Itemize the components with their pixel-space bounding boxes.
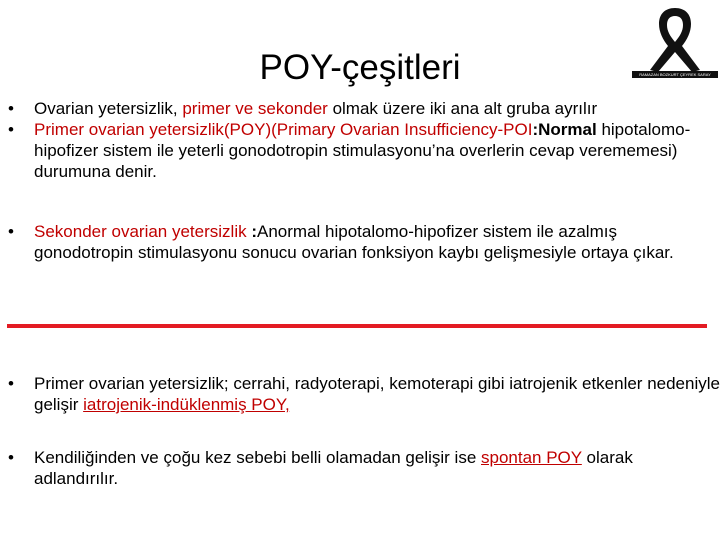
highlight-text: primer ve sekonder xyxy=(182,99,328,118)
bullet-list-3 xyxy=(8,373,720,415)
awareness-ribbon-icon xyxy=(632,2,718,80)
page-title: POY-çeşitleri xyxy=(259,48,461,87)
bold-text: :Normal xyxy=(532,120,597,139)
bullet-item xyxy=(8,447,720,489)
bullet-list-4 xyxy=(8,447,720,489)
divider-line xyxy=(7,324,707,328)
bullet-item xyxy=(8,373,720,415)
bullet-list-2 xyxy=(8,221,720,263)
highlight-text: Sekonder ovarian yetersizlik xyxy=(34,222,247,241)
bullet-item xyxy=(8,119,720,182)
bullet-text: olarak adlandırılır. xyxy=(34,448,633,488)
bullet-text: Anormal hipotalomo-hipofizer sistem ile azalmış gonodotropin stimulasyonu sonucu ovarian fonksiyon kaybı gelişmesiyle ortaya çıkar. xyxy=(34,222,674,262)
bullet-item xyxy=(8,98,720,119)
highlight-text: iatrojenik-indüklenmiş POY, xyxy=(83,395,290,414)
bullet-text: olmak üzere iki ana alt gruba ayrılır xyxy=(327,99,598,118)
highlight-text: Primer ovarian yetersizlik(POY)(Primary Ovarian Insufficiency-POI xyxy=(34,120,533,139)
bullet-list-1 xyxy=(8,98,720,182)
highlight-text: spontan POY xyxy=(481,448,582,467)
bullet-item xyxy=(8,221,720,263)
ribbon-caption: RAMAZAN BOZKURT ÇEYREK SARAY xyxy=(632,71,718,78)
bold-text: : xyxy=(246,222,257,241)
bullet-text: Ovarian yetersizlik, xyxy=(34,99,183,118)
bullet-text: Kendiliğinden ve çoğu kez sebebi belli olamadan gelişir ise xyxy=(34,448,481,467)
bullet-text: hipotalomo-hipofizer sistem ile yeterli gonodotropin stimulasyonu’na overlerin cevap verememesi) durumuna denir. xyxy=(34,120,691,181)
bullet-text: Primer ovarian yetersizlik; cerrahi, radyoterapi, kemoterapi gibi iatrojenik etkenler nedeniyle gelişir xyxy=(34,374,720,414)
